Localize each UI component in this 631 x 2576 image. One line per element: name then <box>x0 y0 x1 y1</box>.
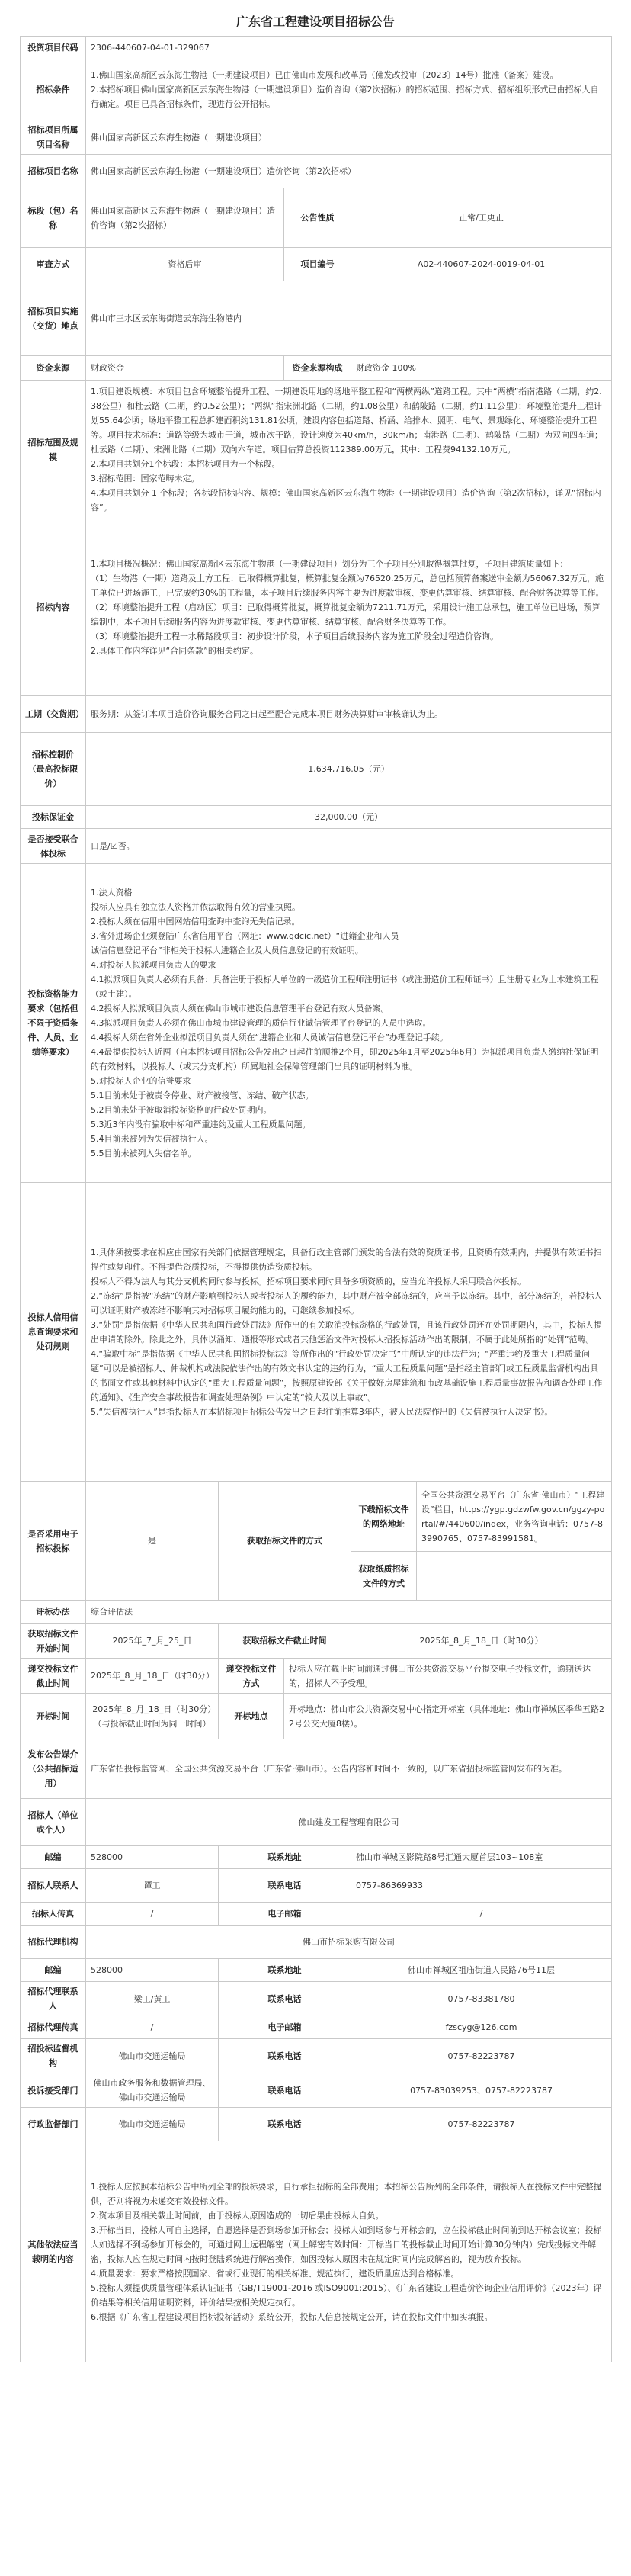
qual-line: 3.省外进场企业须登陆广东省信用平台（网址：www.gdcic.net）“进籍企业和人员 <box>91 931 399 941</box>
bond-value: 32,000.00（元） <box>86 806 612 829</box>
row-overview <box>21 381 612 519</box>
row-media <box>21 1739 612 1799</box>
submit-end-label: 递交投标文件截止时间 <box>21 1659 86 1694</box>
open-place-value: 开标地点：佛山市公共资源交易中心指定开标室（具体地址：佛山市禅城区季华五路22号公交大厦8楼）。 <box>284 1694 612 1739</box>
postcode-value: 528000 <box>86 1846 219 1869</box>
get-start-value: 2025年_7_月_25_日 <box>86 1624 219 1659</box>
row-agent-contact <box>21 1982 612 2016</box>
overview-label: 招标范围及规模 <box>21 381 86 519</box>
content-line: （1）生物港（一期）道路及土方工程：已取得概算批复，概算批复金额为76520.25万元，总包括预算备案送审金额为56067.32万元，施工单位已进场施工，已完成约30%的工程量，本子项目后续服务内容主要为进度款审核、变更估算审核、结算审核、配合财务决算等工作。 <box>91 573 604 598</box>
qual-line: 2.投标人须在信用中国网站信用查询中查询无失信记录。 <box>91 917 300 927</box>
row-ceiling <box>21 733 612 806</box>
fax-value: / <box>86 1903 219 1926</box>
agent-address-value: 佛山市禅城区祖庙街道人民路76号11层 <box>351 1959 612 1982</box>
agent-contact-value: 梁工/黄工 <box>86 1982 219 2016</box>
announce-type-value: 正常/工更正 <box>351 188 612 248</box>
qual-line: 投标人应具有独立法人资格并依法取得有效的营业执照。 <box>91 902 300 912</box>
open-time-label: 开标时间 <box>21 1694 86 1739</box>
agent-contact-label: 招标代理联系人 <box>21 1982 86 2016</box>
e-tender-label: 是否采用电子招标投标 <box>21 1482 86 1601</box>
submit-end-value: 2025年_8_月_18_日（时30分） <box>86 1659 219 1694</box>
credit-line: 5.“失信被执行人”是指投标人在本招标项目招标公告发出之日起往前推算3年内，被人民法院作出的《失信被执行人决定书》。 <box>91 1406 553 1417</box>
overview-line: 3.招标范围：国家范畴未定。 <box>91 474 200 483</box>
credit-line: 投标人不得为法人与其分支机构同时参与投标。招标项目要求同时具备多项资质的，应当允许投标人采用联合体投标。 <box>91 1276 527 1286</box>
media-value: 广东省招投标监管网、全国公共资源交易平台（广东省·佛山市）。公告内容和时间不一致的，以广东省招投标监管网发布的为准。 <box>86 1739 612 1799</box>
row-content <box>21 519 612 696</box>
row-location <box>21 281 612 356</box>
overview-value <box>86 381 612 519</box>
qual-line: 诚信信息登记平台”非柜关于投标人进籍企业及人员信息登记的有效证明。 <box>91 946 364 956</box>
other-label: 其他依法应当载明的内容 <box>21 2141 86 2362</box>
content-label: 招标内容 <box>21 519 86 696</box>
row-tenderer-post <box>21 1846 612 1869</box>
paper-value <box>417 1552 612 1601</box>
postcode-label: 邮编 <box>21 1846 86 1869</box>
supervisor-value: 佛山市交通运输局 <box>86 2039 219 2073</box>
item-code-label: 项目编号 <box>284 248 351 281</box>
conditions-line: 1.佛山国家高新区云东海生物港（一期建设项目）已由佛山市发展和改革局（佛发改投审〔2023〕14号）批准（备案）建设。 <box>91 70 559 80</box>
credit-value <box>86 1183 612 1482</box>
row-consortium <box>21 829 612 864</box>
row-fund <box>21 356 612 381</box>
phone-value: 0757-86369933 <box>351 1869 612 1903</box>
submit-method-label: 递交投标文件方式 <box>219 1659 284 1694</box>
row-open <box>21 1694 612 1739</box>
qual-line: 4.1拟派项目负责人必须有具备：具备注册于投标人单位的一级造价工程师注册证书（或注册造价工程师证书）且注册专业为土木建筑工程（或土建）。 <box>91 975 599 999</box>
agent-fax-value: / <box>86 2016 219 2039</box>
fund-struct-value: 财政资金 100% <box>351 356 612 381</box>
qual-line: 4.4最提供投标人近两（自本招标项目招标公告发出之日起往前顺推2个月，即2025年1月至2025年6月）为拟派项目负责人缴纳社保证明的有效材料，以投标人（或其分支机构）所属地社会保障管理部门出具的证明材料为准。 <box>91 1047 599 1071</box>
project-name-value: 佛山国家高新区云东海生物港（一期建设项目） <box>86 120 612 155</box>
row-admin <box>21 2108 612 2141</box>
row-conditions <box>21 59 612 120</box>
address-label: 联系地址 <box>219 1846 351 1869</box>
content-line: （2）环境整治提升工程（启动区）项目：已取得概算批复，概算批复金额为7211.71万元，采用设计施工总承包，施工单位已进场，预算编制中，本子项目后续服务内容为进度款审核、变更估算审核、结算审核、配合财务决算等工作。 <box>91 602 601 627</box>
qual-line: 5.5目前未被列入失信名单。 <box>91 1148 197 1158</box>
qual-line: 5.4目前未被列为失信被执行人。 <box>91 1134 213 1144</box>
complaint-value: 佛山市政务服务和数据管理局、佛山市交通运输局 <box>86 2073 219 2108</box>
admin-label: 行政监督部门 <box>21 2108 86 2141</box>
row-agent-post <box>21 1959 612 1982</box>
row-other <box>21 2141 612 2362</box>
other-line: 4.质量要求：要求严格按照国家、省或行业现行的相关标准、规范执行，建设质量应达到合格标准。 <box>91 2268 460 2279</box>
other-line: 5.投标人须提供质量管理体系认证证书（GB/T19001-2016 或ISO9001:2015）、《广东省建设工程造价咨询企业信用评价》（2023年）评价结果等相关信用证明资料，评价结果按相关规定执行。 <box>91 2282 602 2308</box>
contact-label: 招标人联系人 <box>21 1869 86 1903</box>
tenderer-label: 招标人（单位或个人） <box>21 1799 86 1846</box>
qualification-label: 投标资格能力要求（包括但不限于资质条件、人员、业绩等要求） <box>21 864 86 1183</box>
contact-value: 谭工 <box>86 1869 219 1903</box>
complaint-label: 投诉接受部门 <box>21 2073 86 2108</box>
eval-label: 评标办法 <box>21 1601 86 1624</box>
email-value: / <box>351 1903 612 1926</box>
get-method-label: 获取招标文件的方式 <box>219 1482 351 1601</box>
overview-line: 1.项目建设规模：本项目包含环境整治提升工程、一期建设用地的场地平整工程和“两横两纵”道路工程。其中“两横”指南港路（二期，约2.38公里）和杜云路（二期，约0.52公里）；“两纵”指宋洲北路（二期，约1.08公里）和鹤陂路（二期，约1.11公里）；环境整治提升工程计划55.64公顷；场地平整工程总拆建面积约131.81公顷，建设内容包括道路、桥涵、给排水、照明、电气、景观绿化、环境整治提升工程等。项目技术标准：道路等级为城市干道，城市次干路，设计速度为40km/h，30km/h；南港路（二期）、鹤陂路（二期）为双向四车道；杜云路（二期）、宋洲北路（二期）双向六车道。项目估算总投资112389.00万元，其中：工程费94132.10万元。 <box>91 387 604 454</box>
fax-label: 招标人传真 <box>21 1903 86 1926</box>
qual-line: 5.对投标人企业的信誉要求 <box>91 1076 191 1086</box>
get-end-label: 获取招标文件截止时间 <box>219 1624 351 1659</box>
agent-postcode-value: 528000 <box>86 1959 219 1982</box>
content-line: 2.具体工作内容详见“合同条款”的相关约定。 <box>91 646 258 656</box>
announcement-table <box>20 36 612 2362</box>
conditions-label: 招标条件 <box>21 59 86 120</box>
email-label: 电子邮箱 <box>219 1903 351 1926</box>
get-end-value: 2025年_8_月_18_日（时30分） <box>351 1624 612 1659</box>
e-tender-value: 是 <box>86 1482 219 1601</box>
other-line: 2.资本项目及相关截止时间前，由于投标人原因造成的一切后果由投标人自负。 <box>91 2210 384 2221</box>
complaint-phone-label: 联系电话 <box>219 2073 351 2108</box>
review-label: 审查方式 <box>21 248 86 281</box>
agent-postcode-label: 邮编 <box>21 1959 86 1982</box>
qual-line: 4.2投标人拟派项目负责人须在佛山市城市建设信息管理平台登记有效人员备案。 <box>91 1004 389 1013</box>
other-line: 3.开标当日，投标人可自主选择，自愿选择是否到场参加开标会；投标人如到场参与开标会的，应在投标截止时间前到达开标会议室；投标人如选择不到场参加开标会的，可通过网上远程解密（网上解密有效时间：开标当日的投标截止时间开始计算30分钟内）完成投标文件解密，投标人应在规定时间内按时登陆系统进行解密操作，如因投标人原因未在规定时间内完成解密的，视为放弃投标。 <box>91 2224 602 2264</box>
ceiling-label: 招标控制价（最高投标限价） <box>21 733 86 806</box>
content-line: 1.本项目概况概况：佛山国家高新区云东海生物港（一期建设项目）划分为三个子项目分别取得概算批复，子项目建筑质量如下： <box>91 559 569 569</box>
download-value[interactable]: 全国公共资源交易平台（广东省·佛山市）“工程建设”栏目，https://ygp.gdzwfw.gov.cn/ggzy-portal/#/440600/index，业务咨询电话：0757-83990765、0757-83991581。 <box>417 1482 612 1552</box>
project-code-value: 2306-440607-04-01-329067 <box>86 37 612 59</box>
admin-phone-label: 联系电话 <box>219 2108 351 2141</box>
qual-line: 5.2目前未处于被取消投标资格的行政处罚期内。 <box>91 1105 272 1115</box>
row-tenderer <box>21 1799 612 1846</box>
row-tenderer-contact <box>21 1869 612 1903</box>
row-project-name <box>21 120 612 155</box>
row-agent-fax <box>21 2016 612 2039</box>
qual-line: 4.对投标人拟派项目负责人的要求 <box>91 960 216 970</box>
row-bond <box>21 806 612 829</box>
ceiling-value: 1,634,716.05（元） <box>86 733 612 806</box>
row-qualification <box>21 864 612 1183</box>
row-review <box>21 248 612 281</box>
section-label: 标段（包）名称 <box>21 188 86 248</box>
credit-line: 3.“处罚”是指依据《中华人民共和国行政处罚法》所作出的有关取消投标资格的行政处罚，且该行政处罚还在处罚期限内，其中，投标人提出申请的除外。除此之外，具体以涌知、通报等形式或者其他惩治文件对投标人招投标活动作出的限制，不属于此处所指的“处罚”范畴。 <box>91 1319 602 1344</box>
row-credit <box>21 1183 612 1482</box>
other-line: 1.投标人应按照本招标公告中所列全部的投标要求，自行承担招标的全部费用；本招标公告所列的全部条件，请投标人在投标文件中完整提供，否则将视为未递交有效投标文件。 <box>91 2181 602 2206</box>
overview-line: 4.本项目共划分 1 个标段；各标段招标内容、规模：佛山国家高新区云东海生物港（一期建设项目）造价咨询（第2次招标），详见“招标内容”。 <box>91 488 601 512</box>
consortium-value: 口是/☑否。 <box>86 829 612 864</box>
credit-label: 投标人信用信息查询要求和处罚规则 <box>21 1183 86 1482</box>
period-value: 服务期：从签订本项目造价咨询服务合同之日起至配合完成本项目财务决算财审审核确认为止。 <box>86 696 612 733</box>
agent-email-label: 电子邮箱 <box>219 2016 351 2039</box>
tender-name-value: 佛山国家高新区云东海生物港（一期建设项目）造价咨询（第2次招标） <box>86 155 612 188</box>
tenderer-value: 佛山建发工程管理有限公司 <box>86 1799 612 1846</box>
row-download <box>21 1482 612 1552</box>
project-name-label: 招标项目所属项目名称 <box>21 120 86 155</box>
row-tender-name <box>21 155 612 188</box>
qual-line: 1.法人资格 <box>91 888 133 898</box>
location-label: 招标项目实施（交货）地点 <box>21 281 86 356</box>
consortium-label: 是否接受联合体投标 <box>21 829 86 864</box>
other-value <box>86 2141 612 2362</box>
content-value <box>86 519 612 696</box>
credit-line: 4.“骗取中标”是指依据《中华人民共和国招标投标法》等所作出的“行政处罚决定书”中所认定的违法行为；“严重违约及重大工程质量问题”可以是被招标人、仲裁机构或法院依法作出的有效文书认定的违约行为，“重大工程质量问题”是指经主管部门或工程质量监督机构出具的书面文件或其他材料中认定的“重大工程质量问题”，按照原建设部《关于做好房屋建筑和市政基础设施工程质量事故报告和调查处理工作的通知》、《生产安全事故报告和调查处理条例》中认定的“较大及以上事故”。 <box>91 1348 603 1402</box>
qual-line: 5.1目前未处于被责令停业、财产被接管、冻结、破产状态。 <box>91 1090 314 1100</box>
row-project-code <box>21 37 612 59</box>
agent-phone-label: 联系电话 <box>219 1982 351 2016</box>
row-section <box>21 188 612 248</box>
paper-label: 获取纸质招标文件的方式 <box>351 1552 417 1601</box>
supervisor-phone-value: 0757-82223787 <box>351 2039 612 2073</box>
row-get-time <box>21 1624 612 1659</box>
supervisor-label: 招投标监督机构 <box>21 2039 86 2073</box>
open-time-value: 2025年_8_月_18_日（时30分）（与投标截止时间为同一时间） <box>86 1694 219 1739</box>
review-value: 资格后审 <box>86 248 284 281</box>
tender-name-label: 招标项目名称 <box>21 155 86 188</box>
eval-value: 综合评估法 <box>86 1601 612 1624</box>
phone-label: 联系电话 <box>219 1869 351 1903</box>
other-line: 6.根据《广东省工程建设项目招标投标活动》系统公开，投标人信息按规定公开，请在投标文件中如实填报。 <box>91 2311 493 2322</box>
fund-value: 财政资金 <box>86 356 284 381</box>
qualification-value <box>86 864 612 1183</box>
announce-type-label: 公告性质 <box>284 188 351 248</box>
agent-value: 佛山市招标采购有限公司 <box>86 1926 612 1959</box>
period-label: 工期（交货期） <box>21 696 86 733</box>
item-code-value: A02-440607-2024-0019-04-01 <box>351 248 612 281</box>
row-supervisor <box>21 2039 612 2073</box>
agent-fax-label: 招标代理传真 <box>21 2016 86 2039</box>
qual-line: 4.4投标人须在省外企业拟派项目负责人须在“进籍企业和人员诚信信息登记平台”办理登记手续。 <box>91 1033 448 1042</box>
bond-label: 投标保证金 <box>21 806 86 829</box>
agent-label: 招标代理机构 <box>21 1926 86 1959</box>
location-value: 佛山市三水区云东海街道云东海生物港内 <box>86 281 612 356</box>
address-value: 佛山市禅城区影院路8号汇通大厦首层103~108室 <box>351 1846 612 1869</box>
credit-line: 1.具体须按要求在相应由国家有关部门依据管理规定，具备行政主管部门颁发的合法有效的资质证书。且资质有效期内，并提供有效证书扫描件或复印件。不得提借资质投标，不得提供伪造资质投标。 <box>91 1247 602 1272</box>
row-complaint <box>21 2073 612 2108</box>
submit-method-value: 投标人应在截止时间前通过佛山市公共资源交易平台提交电子投标文件，逾期送达的，招标人不予受理。 <box>284 1659 612 1694</box>
row-period <box>21 696 612 733</box>
qual-line: 4.3拟派项目负责人必须在佛山市城市建设管理的质信行业诚信管理平台登记的人员中选取。 <box>91 1018 431 1028</box>
agent-address-label: 联系地址 <box>219 1959 351 1982</box>
media-label: 发布公告媒介（公共招标适用） <box>21 1739 86 1799</box>
get-start-label: 获取招标文件开始时间 <box>21 1624 86 1659</box>
section-value: 佛山国家高新区云东海生物港（一期建设项目）造价咨询（第2次招标） <box>86 188 284 248</box>
row-agent <box>21 1926 612 1959</box>
page-title: 广东省工程建设项目招标公告 <box>235 14 395 29</box>
agent-email-value[interactable]: fzscyg@126.com <box>351 2016 612 2039</box>
row-tenderer-fax <box>21 1903 612 1926</box>
fund-label: 资金来源 <box>21 356 86 381</box>
credit-line: 2.“冻结”是指被“冻结”的财产影响到投标人或者投标人的履约能力，其中财产被全部冻结的，应当予以冻结。其中，部分冻结的，若投标人可以证明财产被冻结不影响其对招标项目履约能力的，可继续参加投标。 <box>91 1290 603 1315</box>
admin-phone-value: 0757-82223787 <box>351 2108 612 2141</box>
open-place-label: 开标地点 <box>219 1694 284 1739</box>
conditions-value <box>86 59 612 120</box>
admin-value: 佛山市交通运输局 <box>86 2108 219 2141</box>
complaint-phone-value: 0757-83039253、0757-82223787 <box>351 2073 612 2108</box>
download-label: 下载招标文件的网络地址 <box>351 1482 417 1552</box>
fund-struct-label: 资金来源构成 <box>284 356 351 381</box>
qual-line: 5.3近3年内没有骗取中标和严重违约及重大工程质量问题。 <box>91 1119 311 1129</box>
overview-line: 2.本项目共划分1个标段：本招标项目为一个标段。 <box>91 459 280 469</box>
supervisor-phone-label: 联系电话 <box>219 2039 351 2073</box>
row-eval <box>21 1601 612 1624</box>
content-line: （3）环境整治提升工程一水稀路段项目：初步设计阶段，本子项目后续服务内容为施工阶段全过程造价咨询。 <box>91 631 498 641</box>
row-submit <box>21 1659 612 1694</box>
project-code-label: 投资项目代码 <box>21 37 86 59</box>
conditions-line: 2.本招标项目佛山国家高新区云东海生物港（一期建设项目）造价咨询（第2次招标）的招标范围、招标方式、招标组织形式已由招标人自行确定。项目已具备招标条件，现进行公开招标。 <box>91 85 599 109</box>
agent-phone-value: 0757-83381780 <box>351 1982 612 2016</box>
